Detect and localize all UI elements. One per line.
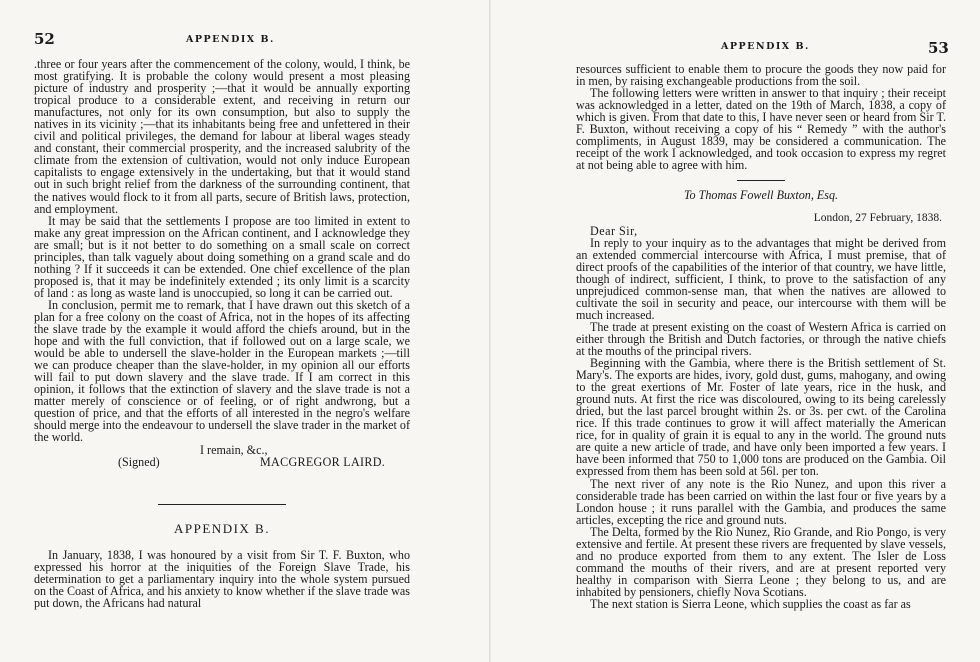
page-number-right: 53 <box>928 39 949 57</box>
signature-line <box>34 456 410 468</box>
paragraph: Beginning with the Gambia, where there is the British settlement of St. Mary's. The exports are hides, ivory, gold dust, gums, mahogany, and owing to the great exertions of Mr. Foster of late years, rice in the husk, and ground nuts. At first the rice was discoloured, owing to its being carelessly dried, but the last parcel brought within 2s. or 3s. per cwt. of the Carolina rice. If this trade continues to grow it will affect materially the American rice, for in quality of grain it is equal to any in the world. The ground nuts are quite a new article of trade, and have only been imported a few years. I have been informed that 750 to 1,000 tons are produced on the Gambia. Oil expressed from them has been sold at 56l. per ton. <box>576 356 946 479</box>
divider-rule <box>737 180 785 181</box>
running-head-left: APPENDIX B. <box>186 34 275 45</box>
paragraph: In conclusion, permit me to remark, that I have drawn out this sketch of a plan for a free colony on the coast of Africa, not in the hopes of its affecting the slave trade by the example it would afford the chiefs around, but in the hope and with the full conviction, that if followed out on a large scale, we would be able to undersell the slave-holder in the European markets ;—till we can produce cheaper than the slave-holder, in my opinion all our efforts will fail to put down slavery and the slave trade. If I am correct in this opinion, it follows that the extinction of slavery and the slave trade is not a matter merely of conscience or of feeling, or of right andwrong, but a question of price, and that the efforts of all interested in the negro's welfare should merge into the endeavour to undersell the slave trader in the market of the world. <box>34 297 410 445</box>
running-head-right: APPENDIX B. <box>721 41 810 52</box>
signature-name: MACGREGOR LAIRD. <box>260 454 386 469</box>
closing-text: I remain, &c., <box>200 442 268 457</box>
letter-salutation: Dear Sir, <box>590 223 638 238</box>
left-body-text <box>34 58 410 609</box>
paragraph: It may be said that the settlements I propose are too limited in extent to make any great impression on the African continent, and I acknowledge they are small; but is it not better to do something on a small scale on correct principles, than talk vaguely about doing something on a grand scale and do nothing ? If it succeeds it can be extended. One chief excellence of the plan proposed is, that it may be indefinitely extended ; its only limit is a scarcity of land : as long as waste land is unoccupied, so long it can be carried out. <box>34 213 410 300</box>
page-number-left: 52 <box>34 30 55 48</box>
paragraph: .three or four years after the commencement of the colony, would, I think, be most gratifying. It is probable the colony would present a most pleasing picture of industry and prosperity ;—that it would be annually exporting tropical produce to a considerable extent, and receiving in return our manufactures, not only for its own consumption, but also to supply the natives in its vicinity ;—that its inhabitants being free and unfettered in their civil and political privileges, the demand for labour at liberal wages steady and constant, their commercial prosperity, and the increased salubrity of the climate from the extension of cultivation, would not only induce European capitalists to engage extensively in the undertaking, but that it would stand out in such bright relief from the darkness of the surrounding continent, that the natives would flock to it from all parts, secure of British laws, protection, and employment. <box>34 57 410 216</box>
right-page <box>490 0 980 662</box>
paragraph: The Delta, formed by the Rio Nunez, Rio Grande, and Rio Pongo, is very extensive and fertile. At present these rivers are frequented by slave vessels, and no produce exported from them to any extent. The Isler de Loss command the mouths of their rivers, and are at present reported very healthy in comparison with Sierra Leone ; they belong to us, and are inhabited by pensioners, chiefly Nova Scotians. <box>576 524 946 599</box>
closing-line <box>34 444 410 456</box>
signed-label: (Signed) <box>118 454 160 469</box>
section-divider <box>158 504 286 505</box>
appendix-heading: APPENDIX B. <box>174 520 270 536</box>
paragraph: The next station is Sierra Leone, which supplies the coast as far as <box>590 596 911 611</box>
paragraph: The next river of any note is the Rio Nunez, and upon this river a considerable trade has been carried on within the last four or five years by a London house ; it runs parallel with the Gambia, and produces the same articles, excepting the rice and ground nuts. <box>576 476 946 527</box>
letter-addressee: To Thomas Fowell Buxton, Esq. <box>683 188 839 203</box>
paragraph: In reply to your inquiry as to the advantages that might be derived from an extended commercial intercourse with Africa, I must premise, that of direct proofs of the capabilities of the interior of that country, we have little, though of indirect, sufficient, I think, to prove to the satisfaction of any unprejudiced common-sense man, that when the natives are allowed to cultivate the soil in security and peace, our intercourse with them will be much increased. <box>576 235 946 322</box>
paragraph: In January, 1838, I was honoured by a visit from Sir T. F. Buxton, who expressed his horror at the iniquities of the Foreign Slave Trade, his determination to get a parliamentary inquiry into the whole system pursued on the Coast of Africa, and his anxiety to know whether if the slave trade was put down, the Africans had natural <box>34 547 410 610</box>
paragraph: The following letters were written in answer to that inquiry ; their receipt was acknowledged in a letter, dated on the 19th of March, 1838, a copy of which is given. From that date to this, I have never seen or heard from Sir T. F. Buxton, without receiving a copy of his “ Remedy ” with the author's compliments, in August 1839, may be considered a communication. The receipt of the work I acknowledged, and took occasion to express my regret at not being able to agree with him. <box>576 86 946 173</box>
paragraph: resources sufficient to enable them to procure the goods they now paid for in men, by raising exchangeable productions from the soil. <box>576 62 946 89</box>
paragraph: The trade at present existing on the coast of Western Africa is carried on either through the British and Dutch factories, or through the native chiefs at the mouths of the principal rivers. <box>576 319 946 358</box>
right-body-text <box>576 63 946 610</box>
letter-dateline: London, 27 February, 1838. <box>813 212 942 225</box>
